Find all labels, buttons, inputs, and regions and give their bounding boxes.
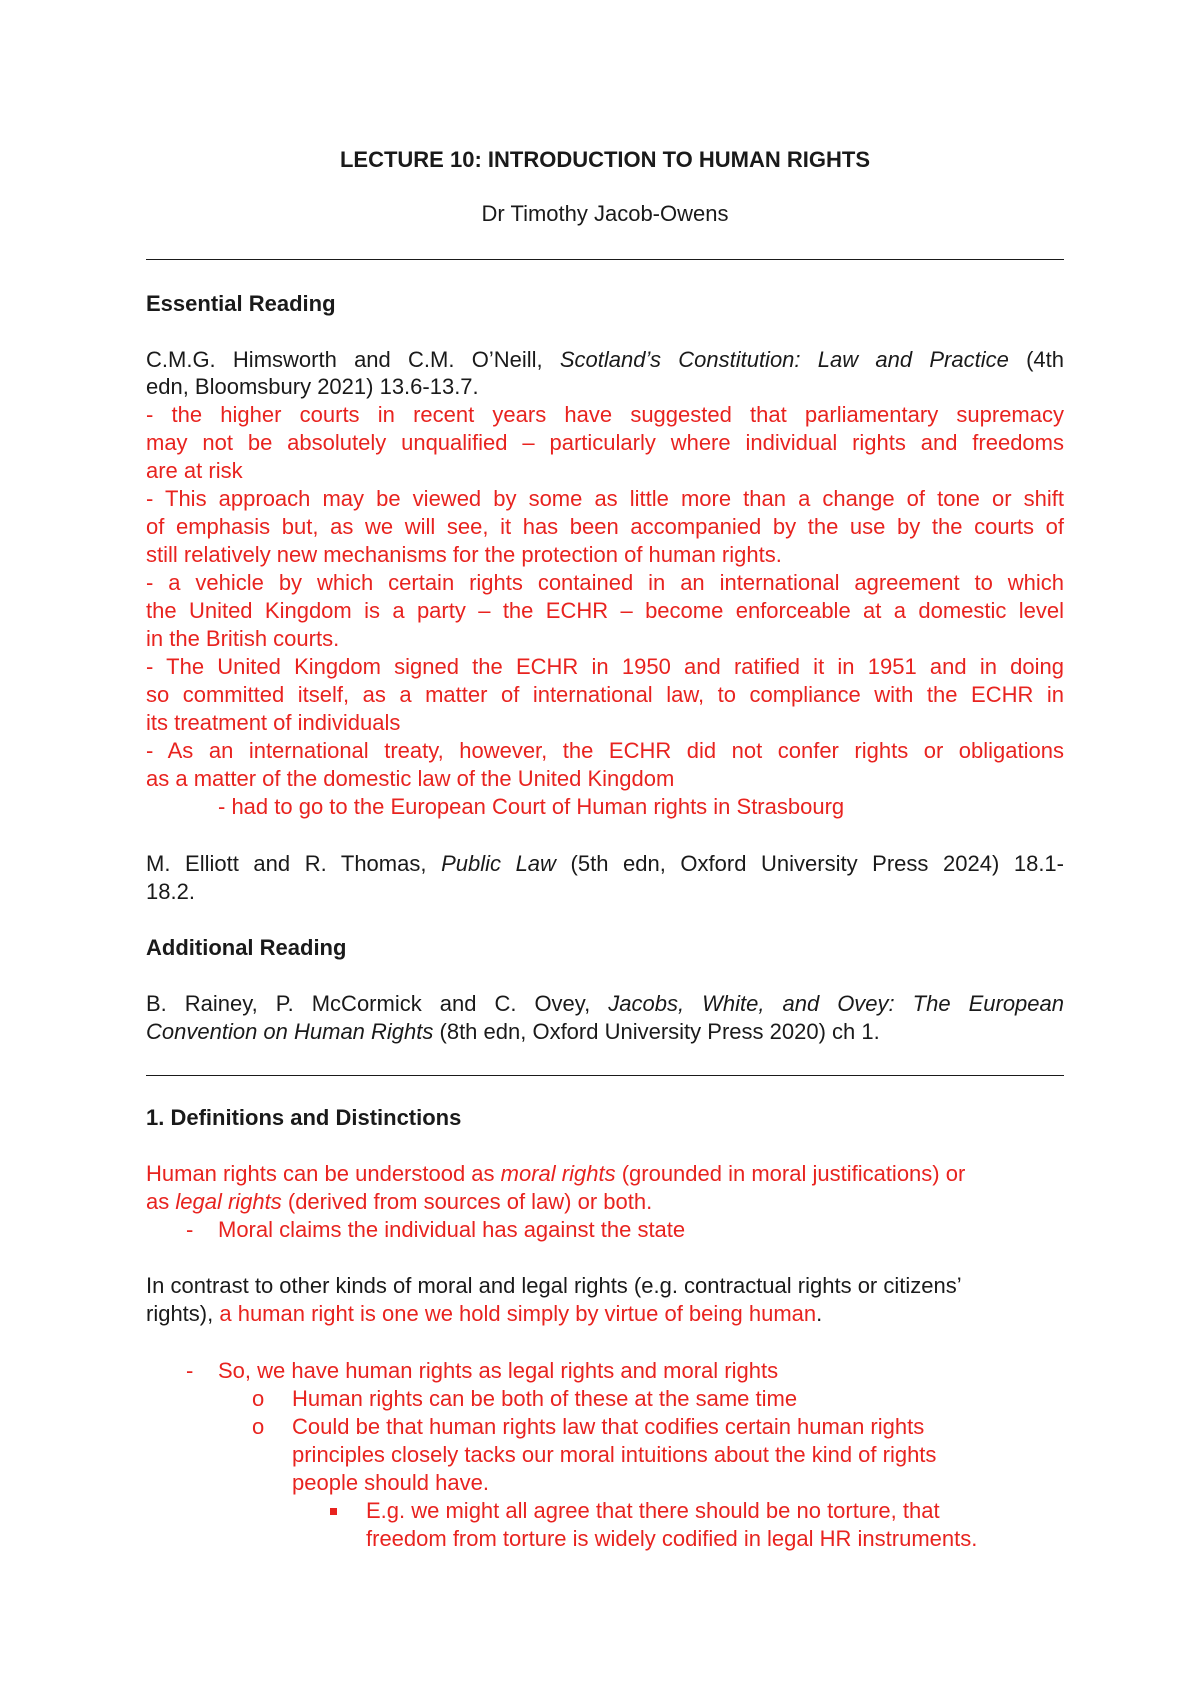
section-1-heading: 1. Definitions and Distinctions xyxy=(146,1105,462,1130)
note-line-3: are at risk xyxy=(146,458,243,483)
note-line-6: still relatively new mechanisms for the protection of human rights. xyxy=(146,542,782,567)
essential-ref2-line2: 18.2. xyxy=(146,879,195,904)
contrast-line2: rights), a human right is one we hold simply by virtue of being human. xyxy=(146,1301,823,1326)
circle-bullet: o xyxy=(252,1414,265,1439)
torture-example-line1: E.g. we might all agree that there should be no torture, that xyxy=(366,1498,940,1523)
codifies-item-line1: Could be that human rights law that codifies certain human rights xyxy=(292,1414,925,1439)
additional-ref-line2: Convention on Human Rights (8th edn, Oxford University Press 2020) ch 1. xyxy=(146,1019,880,1044)
essential-ref1-line2: edn, Bloomsbury 2021) 13.6-13.7. xyxy=(146,374,479,399)
circle-bullet: o xyxy=(252,1386,265,1411)
author-name: Dr Timothy Jacob-Owens xyxy=(481,201,729,226)
essential-ref2-line1: M. Elliott and R. Thomas, Public Law (5th edn, Oxford University Press 2024) 18.1- xyxy=(146,851,1064,876)
dash-bullet: - xyxy=(186,1217,194,1242)
note-line-2: may not be absolutely unqualified – particularly where individual rights and freedoms xyxy=(146,430,1064,455)
note-line-10: - The United Kingdom signed the ECHR in 1950 and ratified it in 1951 and in doing xyxy=(146,654,1064,679)
additional-reading-heading: Additional Reading xyxy=(146,935,347,960)
definition-line1: Human rights can be understood as moral rights (grounded in moral justifications) or xyxy=(146,1161,966,1186)
contrast-line1: In contrast to other kinds of moral and legal rights (e.g. contractual rights or citizens’ xyxy=(146,1273,962,1298)
codifies-item-line3: people should have. xyxy=(292,1470,489,1495)
additional-ref-line1: B. Rainey, P. McCormick and C. Ovey, Jacobs, White, and Ovey: The European xyxy=(146,991,1064,1016)
note-line-5: of emphasis but, as we will see, it has been accompanied by the use by the courts of xyxy=(146,514,1064,539)
document-title: LECTURE 10: INTRODUCTION TO HUMAN RIGHTS xyxy=(339,147,871,172)
both-at-same-time-item: Human rights can be both of these at the same time xyxy=(292,1386,798,1411)
dash-bullet: - xyxy=(186,1358,194,1383)
essential-ref1-line1: C.M.G. Himsworth and C.M. O’Neill, Scotland’s Constitution: Law and Practice (4th xyxy=(146,347,1064,372)
note-line-11: so committed itself, as a matter of international law, to compliance with the ECHR in xyxy=(146,682,1064,707)
note-line-8: the United Kingdom is a party – the ECHR – become enforceable at a domestic level xyxy=(146,598,1064,623)
note-line-13: - As an international treaty, however, the ECHR did not confer rights or obligations xyxy=(146,738,1064,763)
note-line-12: its treatment of individuals xyxy=(146,710,401,735)
divider-bottom xyxy=(146,1075,1064,1076)
note-line-7: - a vehicle by which certain rights contained in an international agreement to which xyxy=(146,570,1064,595)
square-bullet xyxy=(330,1508,337,1515)
legal-moral-item: So, we have human rights as legal rights and moral rights xyxy=(218,1358,779,1383)
codifies-item-line2: principles closely tacks our moral intuitions about the kind of rights xyxy=(292,1442,937,1467)
note-line-9: in the British courts. xyxy=(146,626,340,651)
note-line-14: as a matter of the domestic law of the United Kingdom xyxy=(146,766,675,791)
note-line-1: - the higher courts in recent years have suggested that parliamentary supremacy xyxy=(146,402,1064,427)
torture-example-line2: freedom from torture is widely codified in legal HR instruments. xyxy=(366,1526,978,1551)
divider-top xyxy=(146,259,1064,260)
note-line-15: - had to go to the European Court of Human rights in Strasbourg xyxy=(218,794,845,819)
moral-claims-item: Moral claims the individual has against the state xyxy=(218,1217,686,1242)
essential-reading-heading: Essential Reading xyxy=(146,291,336,316)
note-line-4: - This approach may be viewed by some as little more than a change of tone or shift xyxy=(146,486,1064,511)
definition-line2: as legal rights (derived from sources of law) or both. xyxy=(146,1189,653,1214)
